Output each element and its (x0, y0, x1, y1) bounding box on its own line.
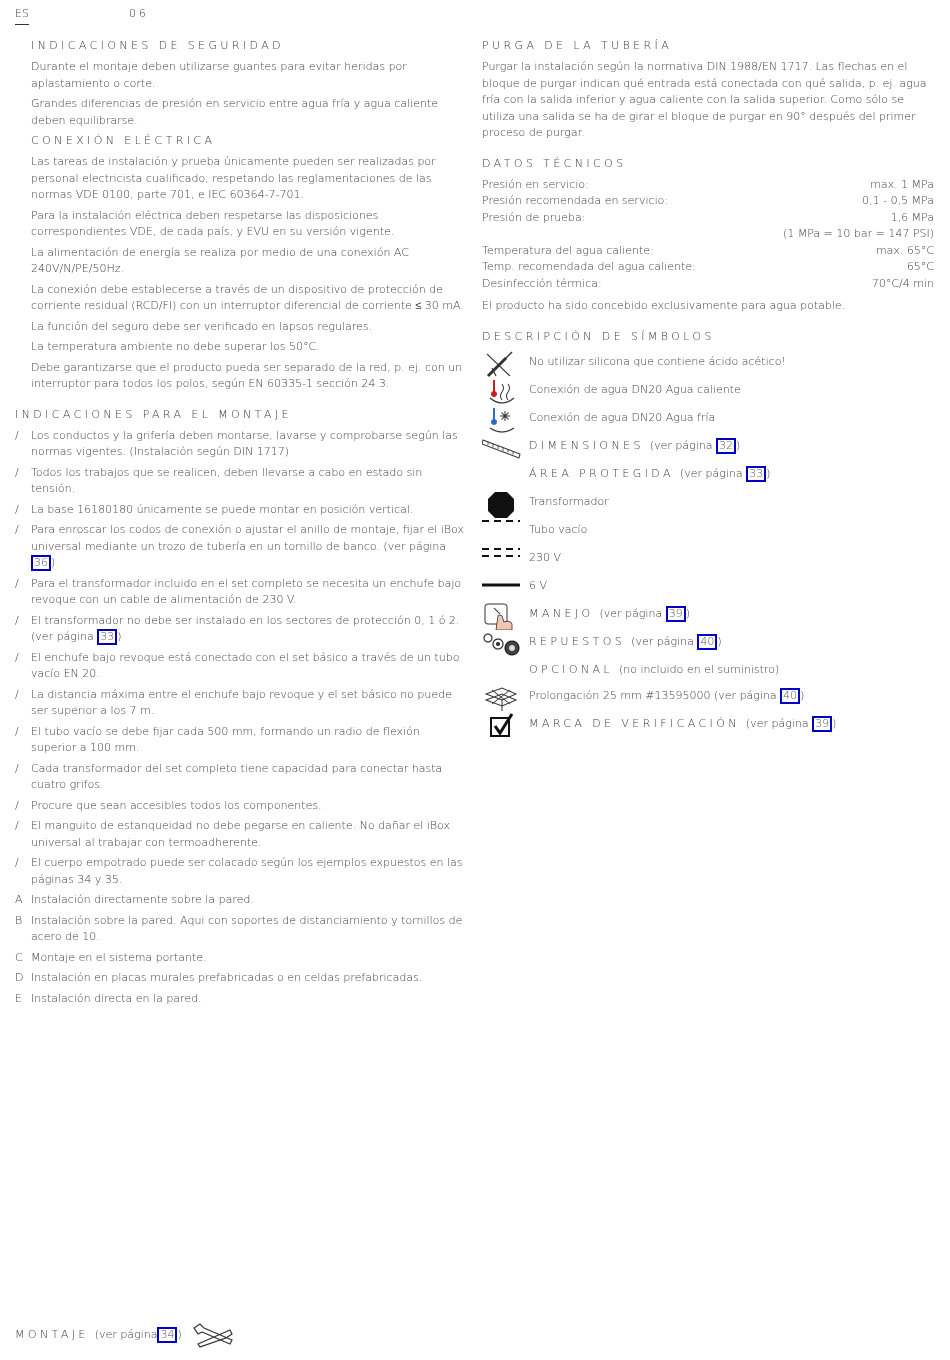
page-link[interactable]: 40 (780, 688, 800, 704)
symbol-row (482, 546, 934, 574)
spare-parts-icon (482, 630, 522, 658)
assembly-caption: MONTAJE (15, 1327, 89, 1341)
tech-footer: El producto ha sido concebido exclusivamente para agua potable. (482, 299, 846, 312)
language-code: ES (15, 6, 29, 25)
list-text-after: ) (51, 556, 56, 569)
tech-value: 70°C/4 min (871, 276, 934, 290)
ref-prefix: Prolongación 25 mm #13595000 (ver página (529, 688, 781, 702)
tech-note-text: (1 MPa = 10 bar = 147 PSI) (783, 227, 934, 240)
list-item (15, 687, 467, 720)
list-marker: / (15, 819, 19, 832)
list-marker: / (15, 687, 19, 701)
symbol-row (482, 602, 934, 630)
safety-heading: INDICACIONES DE SEGURIDAD (31, 39, 285, 52)
list-text: Montaje en el sistema portante. (31, 950, 207, 964)
tech-row (482, 210, 934, 227)
protected-area-caption: ÁREA PROTEGIDA (529, 466, 674, 480)
symbol-text (529, 466, 770, 483)
list-marker: / (15, 613, 19, 627)
electrical-paragraph: La conexión debe establecerse a través de un dispositivo de protección de corriente residual (RCD/FI) con un interruptor diferencial de corriente ≤ 30 mA. (31, 282, 464, 312)
symbol-row (482, 574, 934, 602)
list-text: Para enroscar los codos de conexión o ajustar el anillo de montaje, fijar el iBox universal mediante un trozo de tubería en un tornillo de banco. (ver página (31, 523, 464, 553)
tech-value: max. 65°C (875, 243, 934, 257)
list-item (15, 576, 467, 609)
list-marker: / (15, 856, 19, 869)
symbol-text: Transformador (529, 494, 609, 508)
dimensions-caption: DIMENSIONES (529, 438, 644, 452)
tech-label: Temp. recomendada del agua caliente: (482, 260, 696, 273)
list-item (15, 892, 467, 909)
list-item (15, 428, 467, 461)
left-column (15, 38, 467, 1011)
list-marker: / (15, 465, 19, 479)
symbol-text (529, 662, 779, 679)
handling-caption: MANEJO (529, 606, 594, 620)
electrical-paragraph: Para la instalación eléctrica deben respetarse las disposiciones correspondientes VDE, de cada país, y EVU en su versión vigente. (31, 208, 395, 238)
list-text-after: ) (117, 630, 122, 643)
tech-label: Temperatura del agua caliente: (482, 243, 654, 257)
list-text: Para el transformador incluido en el set completo se necesita un enchufe bajo revoque con un cable de alimentación de 230 V. (31, 576, 462, 606)
list-marker: / (15, 650, 19, 664)
page-link[interactable]: 36 (31, 555, 51, 571)
tech-note (482, 226, 934, 243)
list-marker: / (15, 428, 19, 442)
symbol-row (482, 630, 934, 658)
symbol-text: No utilizar silicona que contiene ácido acético! (529, 354, 786, 368)
ref-suffix: ) (832, 716, 837, 730)
symbol-row (482, 462, 934, 490)
tech-row (482, 177, 934, 194)
dashed-230v-icon (482, 546, 522, 574)
tech-heading: DATOS TÉCNICOS (482, 156, 627, 170)
symbol-text (529, 606, 690, 623)
symbol-text (529, 634, 722, 651)
purge-heading: PURGA DE LA TUBERÍA (482, 39, 673, 52)
list-text: Instalación sobre la pared. Aqui con soportes de distanciamiento y tornillos de acero de 10. (31, 913, 463, 943)
solid-6v-icon (482, 574, 522, 602)
list-item (15, 818, 467, 851)
list-marker: A (15, 893, 23, 906)
right-column (482, 38, 934, 742)
ref-prefix: (ver página (631, 634, 698, 648)
page-link[interactable]: 32 (716, 438, 736, 454)
symbol-row (482, 658, 934, 684)
symbol-row (482, 350, 934, 378)
ruler-icon (482, 434, 522, 462)
section-purge (482, 38, 934, 142)
symbol-text: 6 V (529, 578, 548, 592)
list-item (15, 855, 467, 888)
symbol-text (529, 438, 740, 455)
ref-prefix: (ver página (745, 716, 813, 730)
list-text: El cuerpo empotrado puede ser colacado según los ejemplos expuestos en las páginas 34 y 35. (31, 856, 463, 886)
list-text: Los conductos y la grifería deben montarse, lavarse y comprobarse según las normas vigentes. (Instalación según DIN 1717) (31, 428, 458, 458)
list-marker: C (15, 950, 23, 964)
installation-list (15, 428, 467, 1008)
ref-suffix: ) (800, 688, 805, 702)
list-item (15, 970, 467, 987)
list-text: El manguito de estanqueidad no debe pegarse en caliente. No dañar el iBox universal al trabajar con termoadherente. (31, 819, 450, 849)
ref-prefix: (ver página (679, 466, 747, 480)
no-silicone-icon (482, 350, 522, 378)
list-marker: B (15, 913, 23, 927)
page-link[interactable]: 33 (97, 629, 117, 645)
ref-suffix: ) (717, 634, 722, 648)
section-electrical (15, 133, 467, 393)
list-item (15, 650, 467, 683)
page-number: 06 (129, 7, 149, 20)
symbol-text: 230 V (529, 550, 562, 564)
tech-label: Desinfección térmica: (482, 276, 602, 290)
ref-prefix: (ver página (599, 606, 666, 620)
section-tech-data (482, 156, 934, 315)
section-symbols (482, 329, 934, 740)
tech-row (482, 243, 934, 260)
verification-caption: MARCA DE VERIFICACIÓN (529, 716, 740, 730)
list-item (15, 724, 467, 757)
list-text: La base 16180180 únicamente se puede montar en posición vertical. (31, 502, 414, 516)
ref-prefix: (ver página (94, 1327, 158, 1341)
safety-paragraph: Durante el montaje deben utilizarse guantes para evitar heridas por aplastamiento o corte. (31, 60, 407, 90)
wrench-icon (192, 1322, 236, 1348)
hand-operation-icon (482, 602, 522, 630)
list-item (15, 613, 467, 646)
list-text: Instalación directamente sobre la pared. (31, 893, 254, 906)
list-marker: / (15, 798, 19, 812)
tech-value: 65°C (906, 260, 934, 273)
list-marker: E (15, 991, 22, 1005)
safety-paragraph: Grandes diferencias de presión en servicio entre agua fría y agua caliente deben equilibrarse. (31, 97, 439, 127)
list-marker: / (15, 724, 19, 738)
tech-value: 1,6 MPa (890, 210, 934, 224)
spare-parts-caption: REPUESTOS (529, 634, 626, 648)
purge-paragraph: Purgar la instalación según la normativa DIN 1988/EN 1717. Las flechas en el bloque de purgar indican qué entrada está conectada con qué salida, p. ej. agua fría con la salida inferior y agua caliente con la salida superior. Como sólo se utiliza una salida se ha de girar el bloque de purgar en 90° después del primer proceso de purgar. (482, 60, 927, 139)
conduit-dashed-icon (482, 518, 522, 546)
ref-suffix: ) (685, 606, 690, 620)
list-item (15, 991, 467, 1008)
list-marker: / (15, 523, 19, 536)
symbols-heading: DESCRIPCIÓN DE SÍMBOLOS (482, 329, 715, 343)
electrical-paragraph: Debe garantizarse que el producto pueda ser separado de la red, p. ej. con un interruptor para todos los polos, según EN 60335-1 sección 24.3. (31, 360, 463, 390)
symbol-row (482, 518, 934, 546)
list-item (15, 522, 467, 572)
symbol-text (529, 688, 804, 705)
symbol-row (482, 378, 934, 406)
symbol-row (482, 684, 934, 712)
list-text: El tubo vacío se debe fijar cada 500 mm, formando un radio de flexión superior a 100 mm. (31, 724, 420, 754)
tech-row (482, 193, 934, 210)
list-item (15, 950, 467, 967)
electrical-paragraph: La función del seguro debe ser verificado en lapsos regulares. (31, 319, 373, 333)
page-link[interactable]: 39 (812, 716, 832, 732)
extension-icon (482, 684, 522, 712)
list-item (15, 798, 467, 815)
section-safety (15, 38, 467, 129)
tech-row (482, 276, 934, 293)
optional-caption: OPCIONAL (529, 662, 613, 676)
electrical-paragraph: La alimentación de energía se realiza por medio de una conexión AC 240V/N/PE/50Hz. (31, 245, 409, 275)
tech-label: Presión recomendada en servicio: (482, 194, 669, 207)
tech-label: Presión de prueba: (482, 210, 586, 224)
list-marker: / (15, 502, 19, 516)
list-item (15, 913, 467, 946)
list-text: Cada transformador del set completo tiene capacidad para conectar hasta cuatro grifos. (31, 761, 443, 791)
list-marker: D (15, 971, 24, 984)
transformer-icon (482, 490, 522, 518)
section-installation (15, 407, 467, 1008)
list-marker: / (15, 576, 19, 590)
ref-suffix: ) (736, 438, 741, 452)
electrical-paragraph: La temperatura ambiente no debe superar los 50°C. (31, 340, 320, 353)
symbol-row (482, 434, 934, 462)
page-link[interactable]: 33 (746, 466, 766, 482)
tech-value: max. 1 MPa (870, 177, 934, 191)
symbol-row (482, 712, 934, 740)
installation-heading: INDICACIONES PARA EL MONTAJE (15, 407, 292, 421)
list-text: Instalación directa en la pared. (31, 991, 202, 1005)
hot-water-icon (482, 378, 522, 406)
tech-value: 0,1 - 0,5 MPa (862, 194, 934, 207)
symbol-text: Conexión de agua DN20 Agua caliente (529, 382, 741, 396)
ref-prefix: (ver página (649, 438, 717, 452)
footer-assembly (15, 1322, 236, 1348)
optional-text: (no incluido en el suministro) (618, 662, 780, 676)
list-text: La distancia máxima entre el enchufe bajo revoque y el set básico no puede ser superior a los 7 m. (31, 687, 452, 717)
list-text: Procure que sean accesibles todos los componentes. (31, 798, 322, 812)
list-text: Instalación en placas murales prefabricadas o en celdas prefabricadas. (31, 971, 423, 984)
ref-suffix: ) (766, 466, 771, 480)
list-item (15, 502, 467, 519)
list-item (15, 465, 467, 498)
tech-label: Presión en servicio: (482, 177, 589, 191)
tech-row (482, 259, 934, 276)
symbol-text: Tubo vacío (529, 522, 588, 536)
ref-suffix: ) (177, 1327, 182, 1341)
cold-water-icon (482, 406, 522, 434)
symbol-row (482, 490, 934, 518)
page-link[interactable]: 40 (697, 634, 717, 650)
list-text: El transformador no debe ser instalado en los sectores de protección 0, 1 ó 2. (ver página (31, 613, 460, 643)
list-item (15, 761, 467, 794)
checkmark-icon (482, 712, 522, 740)
symbol-text (529, 716, 836, 733)
list-text: El enchufe bajo revoque está conectado con el set básico a través de un tubo vacío EN 20. (31, 650, 460, 680)
page-link[interactable]: 34 (157, 1327, 177, 1343)
symbol-row (482, 406, 934, 434)
list-marker: / (15, 761, 19, 775)
electrical-paragraph: Las tareas de instalación y prueba únicamente pueden ser realizadas por personal electricista cualificado, respetando las reglamentaciones de las normas VDE 0100, parte 701, e IEC 60364-7-701. (31, 155, 436, 201)
page-link[interactable]: 39 (666, 606, 686, 622)
symbol-text: Conexión de agua DN20 Agua fría (529, 410, 716, 424)
list-text: Todos los trabajos que se realicen, deben llevarse a cabo en estado sin tensión. (31, 465, 423, 495)
electrical-heading: CONEXIÓN ELÉCTRICA (31, 134, 216, 147)
